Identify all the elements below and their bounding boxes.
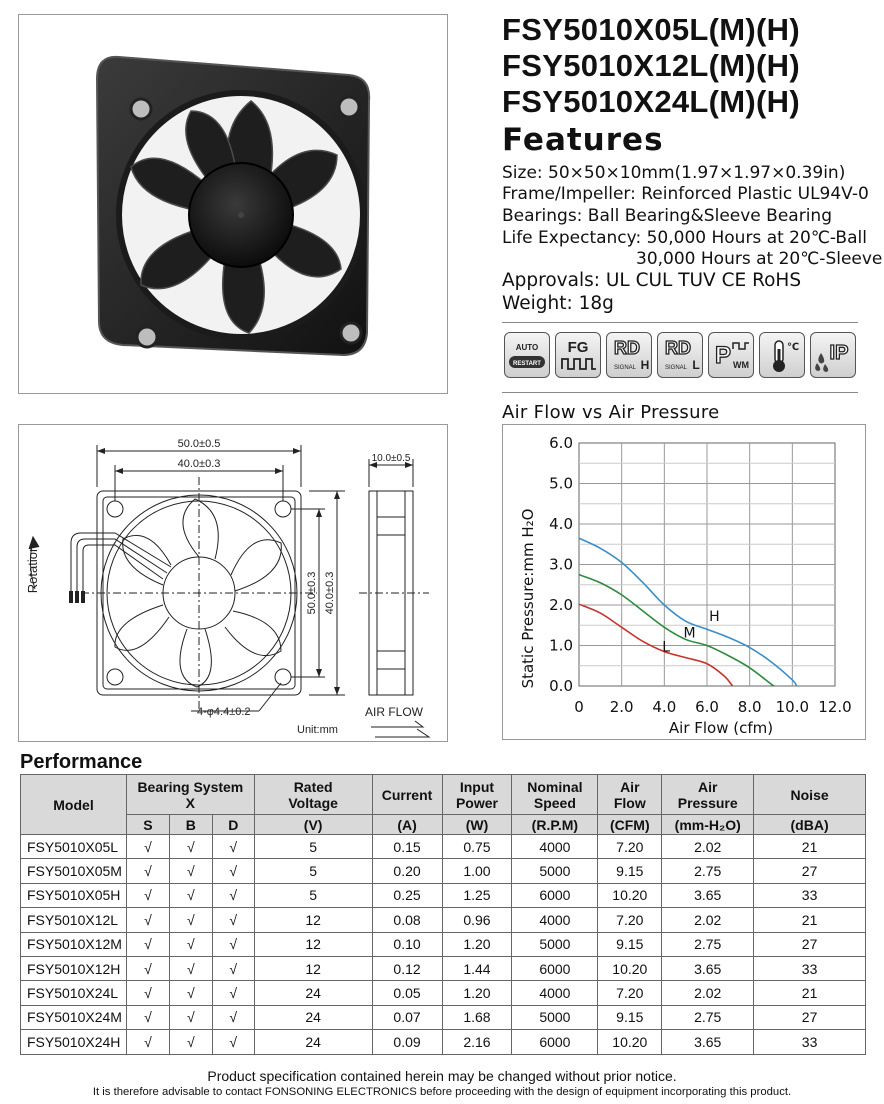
header-speed [512, 775, 598, 815]
cell-bearing-b: √ [169, 835, 212, 859]
table-row [21, 908, 866, 932]
cell-model: FSY5010X05M [21, 859, 127, 883]
ip-label: IP [829, 342, 849, 364]
cell-voltage: 24 [254, 1005, 372, 1029]
cell-model: FSY5010X24L [21, 981, 127, 1005]
header-pressure [662, 775, 754, 815]
cell-model: FSY5010X05L [21, 835, 127, 859]
table-row [21, 859, 866, 883]
rdl-letter: L [692, 358, 700, 372]
x-tick-label: 2.0 [609, 698, 634, 716]
cell-noise: 27 [754, 859, 866, 883]
unit-pressure: (mm-H₂O) [662, 815, 754, 835]
cell-bearing-d: √ [212, 908, 254, 932]
pwm-p: P [714, 342, 732, 369]
feature-bearings: Bearings: Ball Bearing&Sleeve Bearing [502, 206, 832, 226]
rdl-signal: SIGNAL [664, 365, 688, 371]
cell-current: 0.09 [372, 1030, 442, 1054]
feature-weight: Weight: 18g [502, 293, 614, 314]
unit-current: (A) [372, 815, 442, 835]
header-flow [598, 775, 662, 815]
cell-voltage: 12 [254, 956, 372, 980]
cell-speed: 5000 [512, 859, 598, 883]
cell-bearing-d: √ [212, 859, 254, 883]
cell-pressure: 3.65 [662, 883, 754, 907]
header-voltage-label: Rated Voltage [288, 778, 338, 811]
header-noise: Noise [754, 775, 866, 815]
cell-bearing-s: √ [126, 981, 169, 1005]
cell-bearing-s: √ [126, 932, 169, 956]
rd-signal-h-icon [606, 332, 652, 378]
cell-current: 0.08 [372, 908, 442, 932]
cell-pressure: 2.02 [662, 835, 754, 859]
x-axis-label: Air Flow (cfm) [668, 719, 774, 737]
feature-life-sleeve: 30,000 Hours at 20℃-Sleeve [636, 249, 883, 269]
dim-inner-height: 40.0±0.3 [324, 571, 336, 615]
cell-bearing-b: √ [169, 859, 212, 883]
unit-speed: (R.P.M) [512, 815, 598, 835]
cell-current: 0.20 [372, 859, 442, 883]
cell-bearing-s: √ [126, 956, 169, 980]
cell-pressure: 2.75 [662, 932, 754, 956]
cell-voltage: 12 [254, 908, 372, 932]
header-model: Model [21, 775, 127, 835]
rdh-label: RD [614, 338, 640, 358]
x-tick-label: 12.0 [818, 698, 852, 716]
cell-bearing-s: √ [126, 835, 169, 859]
cell-bearing-d: √ [212, 883, 254, 907]
cell-bearing-b: √ [169, 932, 212, 956]
cell-flow: 10.20 [598, 956, 662, 980]
cell-flow: 9.15 [598, 1005, 662, 1029]
cell-speed: 6000 [512, 1030, 598, 1054]
cell-pressure: 2.02 [662, 908, 754, 932]
series-label-l: L [662, 639, 671, 656]
model-title-3: FSY5010X24L(M)(H) [502, 84, 800, 119]
cell-power: 1.20 [442, 932, 512, 956]
x-tick-label: 4.0 [652, 698, 677, 716]
cell-speed: 5000 [512, 932, 598, 956]
rd-signal-l-icon [657, 332, 703, 378]
cell-bearing-b: √ [169, 908, 212, 932]
table-row [21, 932, 866, 956]
cell-noise: 21 [754, 908, 866, 932]
cell-bearing-b: √ [169, 1005, 212, 1029]
feature-frame: Frame/Impeller: Reinforced Plastic UL94V-0 [502, 184, 869, 204]
unit-flow: (CFM) [598, 815, 662, 835]
x-tick-label: 10.0 [775, 698, 810, 716]
footer-note-1: Product specification contained herein may be changed without prior notice. [207, 1068, 677, 1084]
cell-bearing-b: √ [169, 883, 212, 907]
table-row [21, 956, 866, 980]
feature-icons [504, 332, 856, 380]
auto-restart-icon [504, 332, 550, 378]
temperature-icon [759, 332, 805, 378]
product-photo [18, 14, 448, 394]
dimension-drawing [18, 424, 448, 742]
cell-bearing-s: √ [126, 908, 169, 932]
y-tick-label: 5.0 [549, 474, 573, 493]
cell-bearing-b: √ [169, 1030, 212, 1054]
feature-approvals: Approvals: UL CUL TUV CE RoHS [502, 270, 802, 291]
cell-noise: 21 [754, 835, 866, 859]
cell-flow: 9.15 [598, 859, 662, 883]
cell-bearing-b: √ [169, 956, 212, 980]
header-bearing-x: X [185, 794, 196, 811]
cell-model: FSY5010X12H [21, 956, 127, 980]
cell-pressure: 2.75 [662, 859, 754, 883]
cell-power: 1.44 [442, 956, 512, 980]
dim-outer-width: 50.0±0.5 [177, 438, 221, 450]
airflow-label: AIR FLOW [365, 705, 424, 719]
header-power [442, 775, 512, 815]
cell-flow: 9.15 [598, 932, 662, 956]
header-power-label: Input Power [455, 778, 498, 811]
y-tick-label: 2.0 [549, 596, 573, 614]
cell-noise: 27 [754, 1005, 866, 1029]
cell-flow: 7.20 [598, 908, 662, 932]
cell-pressure: 3.65 [662, 1030, 754, 1054]
hole-spec: 4-φ4.4±0.2 [197, 706, 251, 718]
performance-table [20, 774, 866, 1055]
x-tick-label: 8.0 [737, 698, 762, 716]
cell-model: FSY5010X24H [21, 1030, 127, 1054]
table-row [21, 1005, 866, 1029]
cell-flow: 7.20 [598, 835, 662, 859]
cell-bearing-d: √ [212, 835, 254, 859]
feature-size: Size: 50×50×10mm(1.97×1.97×0.39in) [502, 163, 846, 183]
cell-current: 0.07 [372, 1005, 442, 1029]
dim-outer-height: 50.0±0.3 [306, 571, 318, 615]
cell-pressure: 2.02 [662, 981, 754, 1005]
cell-bearing-s: √ [126, 1005, 169, 1029]
cell-noise: 27 [754, 932, 866, 956]
cell-speed: 6000 [512, 956, 598, 980]
cell-speed: 4000 [512, 981, 598, 1005]
performance-heading: Performance [20, 751, 143, 773]
cell-bearing-d: √ [212, 1030, 254, 1054]
cell-power: 0.75 [442, 835, 512, 859]
cell-noise: 33 [754, 883, 866, 907]
cell-power: 2.16 [442, 1030, 512, 1054]
y-tick-label: 1.0 [549, 636, 573, 655]
cell-current: 0.12 [372, 956, 442, 980]
cell-speed: 6000 [512, 883, 598, 907]
cell-flow: 10.20 [598, 1030, 662, 1054]
y-axis-label: Static Pressure:mm H₂O [519, 508, 537, 689]
dim-thickness: 10.0±0.5 [371, 453, 411, 464]
performance-table-body [21, 835, 866, 1055]
cell-noise: 21 [754, 981, 866, 1005]
rdl-label: RD [665, 338, 691, 358]
cell-voltage: 5 [254, 883, 372, 907]
dim-inner-width: 40.0±0.3 [177, 458, 221, 470]
cell-current: 0.10 [372, 932, 442, 956]
fg-label: FG [567, 339, 589, 356]
unit-power: (W) [442, 815, 512, 835]
cell-bearing-d: √ [212, 956, 254, 980]
model-title-2: FSY5010X12L(M)(H) [502, 48, 800, 83]
cell-model: FSY5010X12L [21, 908, 127, 932]
temp-label: ℃ [786, 342, 800, 353]
cell-model: FSY5010X05H [21, 883, 127, 907]
cell-power: 0.96 [442, 908, 512, 932]
pressure-chart [503, 425, 865, 739]
cell-flow: 10.20 [598, 883, 662, 907]
cell-power: 1.00 [442, 859, 512, 883]
header-voltage [254, 775, 372, 815]
cell-power: 1.25 [442, 883, 512, 907]
rdh-letter: H [640, 358, 650, 372]
x-tick-label: 0 [574, 698, 584, 716]
unit-noise: (dBA) [754, 815, 866, 835]
ip-rating-icon [810, 332, 856, 378]
header-flow-label: Air Flow [613, 778, 646, 811]
header-d: D [212, 815, 254, 835]
cell-flow: 7.20 [598, 981, 662, 1005]
cell-current: 0.15 [372, 835, 442, 859]
chart-title: Air Flow vs Air Pressure [502, 402, 720, 423]
cell-model: FSY5010X12M [21, 932, 127, 956]
fg-signal-icon [555, 332, 601, 378]
table-row [21, 883, 866, 907]
cell-pressure: 2.75 [662, 1005, 754, 1029]
series-label-m: M [683, 625, 696, 642]
cell-voltage: 12 [254, 932, 372, 956]
header-pressure-label: Air Pressure [677, 778, 738, 811]
rdh-signal: SIGNAL [613, 365, 637, 371]
feature-life-ball: Life Expectancy: 50,000 Hours at 20℃-Ball [502, 228, 867, 248]
cell-noise: 33 [754, 956, 866, 980]
cell-voltage: 24 [254, 1030, 372, 1054]
cell-power: 1.68 [442, 1005, 512, 1029]
header-current: Current [372, 775, 442, 815]
model-title-1: FSY5010X05L(M)(H) [502, 12, 800, 47]
cell-voltage: 5 [254, 859, 372, 883]
y-tick-label: 3.0 [549, 555, 573, 574]
cell-speed: 4000 [512, 908, 598, 932]
table-row [21, 835, 866, 859]
cell-voltage: 5 [254, 835, 372, 859]
cell-model: FSY5010X24M [21, 1005, 127, 1029]
header-bearing-label: Bearing System [137, 778, 244, 795]
auto-label: AUTO [515, 343, 539, 352]
cell-voltage: 24 [254, 981, 372, 1005]
cell-bearing-d: √ [212, 1005, 254, 1029]
fan-photo-image [19, 15, 447, 393]
footer-note-2: It is therefore advisable to contact FONSONING ELECTRONICS before proceeding with the design of equipment incorporating this product. [92, 1086, 792, 1098]
rotation-label: Rotation [25, 544, 40, 594]
cell-speed: 4000 [512, 835, 598, 859]
cell-pressure: 3.65 [662, 956, 754, 980]
cell-bearing-s: √ [126, 883, 169, 907]
cell-noise: 33 [754, 1030, 866, 1054]
pwm-wm: WM [733, 360, 749, 370]
y-tick-label: 6.0 [549, 434, 573, 452]
cell-bearing-s: √ [126, 1030, 169, 1054]
cell-current: 0.25 [372, 883, 442, 907]
cell-power: 1.20 [442, 981, 512, 1005]
cell-bearing-d: √ [212, 981, 254, 1005]
pwm-icon [708, 332, 754, 378]
cell-speed: 5000 [512, 1005, 598, 1029]
restart-label: RESTART [513, 361, 541, 367]
series-label-h: H [709, 609, 720, 626]
table-row [21, 1030, 866, 1054]
table-row [21, 981, 866, 1005]
divider-top [502, 322, 858, 323]
features-heading: Features [502, 122, 664, 158]
cell-bearing-s: √ [126, 859, 169, 883]
header-bearing [126, 775, 254, 815]
x-tick-label: 6.0 [695, 698, 719, 716]
unit-voltage: (V) [254, 815, 372, 835]
cell-bearing-b: √ [169, 981, 212, 1005]
unit-label: Unit:mm [297, 724, 338, 736]
divider-bottom [502, 392, 858, 393]
drawing-svg [19, 425, 447, 741]
y-tick-label: 0.0 [549, 677, 573, 695]
header-speed-label: Nominal Speed [527, 778, 583, 811]
chart-container [502, 424, 866, 740]
y-tick-label: 4.0 [549, 515, 573, 533]
cell-current: 0.05 [372, 981, 442, 1005]
header-s: S [126, 815, 169, 835]
header-b: B [169, 815, 212, 835]
cell-bearing-d: √ [212, 932, 254, 956]
